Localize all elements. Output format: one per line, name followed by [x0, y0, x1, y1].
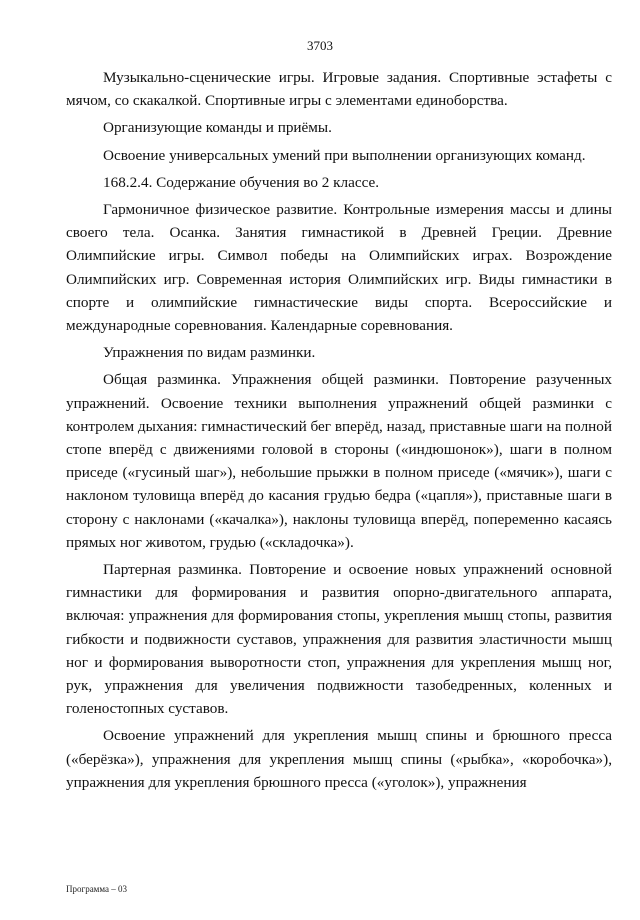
section-heading-grade-2: 168.2.4. Содержание обучения во 2 классе.	[103, 173, 380, 191]
paragraph-commands: Организующие команды и приёмы.	[103, 119, 332, 137]
paragraph-physical-development: Гармоничное физическое развитие. Контрольные измерения массы и длины своего тела. Осанка. Занятия гимнастикой в Древней Греции. Древние Олимпийские игры. Символ победы на Олимпийских играх. Возрождение Олимпийских игр. Современная история Олимпийских игр. Виды гимнастики в спорте и олимпийские гимнастические виды спорта. Всероссийские и международные соревнования. Календарные соревнования.	[66, 201, 612, 335]
paragraph-games: Музыкально-сценические игры. Игровые задания. Спортивные эстафеты с мячом, со скакалкой. Спортивные игры с элементами единоборства.	[66, 69, 612, 110]
paragraph-warmup-types: Упражнения по видам разминки.	[103, 344, 316, 362]
paragraph-universal-skills: Освоение универсальных умений при выполнении организующих команд.	[103, 146, 586, 164]
paragraph-general-warmup: Общая разминка. Упражнения общей разминки. Повторение разученных упражнений. Освоение техники выполнения упражнений общей разминки с контролем дыхания: гимнастический бег вперёд, назад, приставные шаги на полной стопе вперёд с движениями головой в стороны («индюшонок»), шаги в полном приседе («гусиный шаг»), небольшие прыжки в полном приседе («мячик»), шаги с наклоном туловища вперёд до касания грудью бедра («цапля»), приставные шаги в сторону с наклонами («качалка»), наклоны туловища вперёд, попеременно касаясь прямых ног животом, грудью («складочка»).	[66, 371, 612, 551]
paragraph-back-abs: Освоение упражнений для укрепления мышц спины и брюшного пресса («берёзка»), упражнения для укрепления мышц спины («рыбка», «коробочка»), упражнения для укрепления брюшного пресса («уголок»), упражнения	[66, 727, 612, 791]
paragraph-floor-warmup: Партерная разминка. Повторение и освоение новых упражнений основной гимнастики для формирования и развития опорно-двигательного аппарата, включая: упражнения для формирования стопы, укрепления мышц стопы, развития гибкости и подвижности суставов, упражнения для развития эластичности мышц ног и формирования выворотности стоп, упражнения для укрепления мышц ног, рук, упражнения для увеличения подвижности тазобедренных, коленных и голеностопных суставов.	[66, 561, 612, 718]
footer-program-label: Программа – 03	[66, 884, 128, 894]
page-number: 3703	[307, 38, 333, 53]
document-body	[66, 66, 612, 794]
